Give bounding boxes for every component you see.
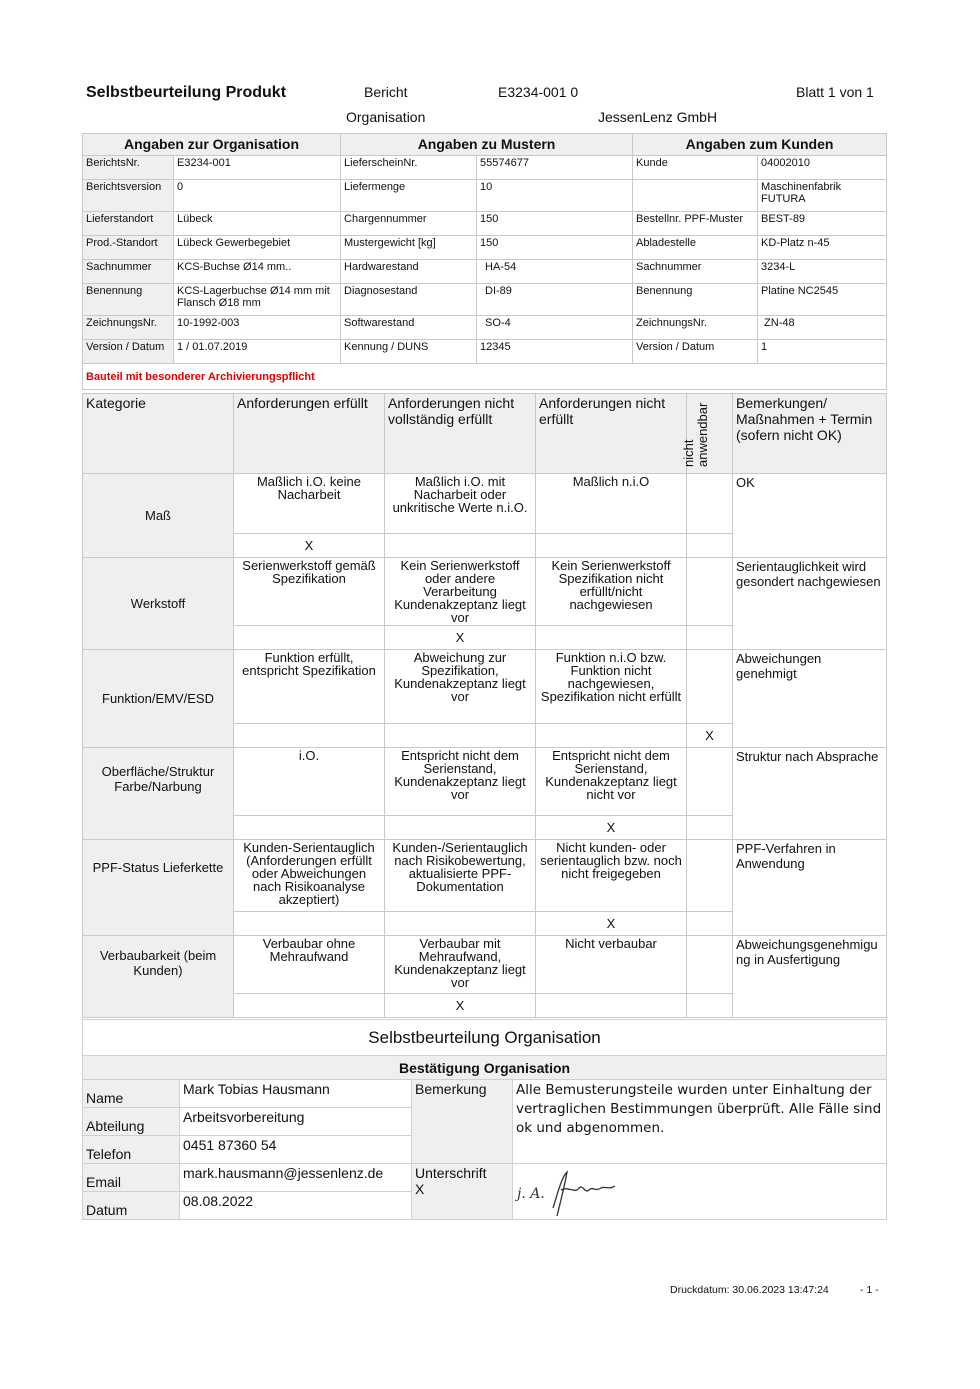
x-mark: X	[536, 912, 687, 936]
info-value: HA-54	[477, 260, 633, 284]
org-section-title: Selbstbeurteilung Organisation	[83, 1020, 887, 1056]
info-value: 1 / 01.07.2019	[174, 340, 341, 364]
info-value: BEST-89	[758, 212, 887, 236]
x-mark: X	[385, 626, 536, 650]
datum-value: 08.08.2022	[180, 1192, 412, 1220]
info-label: BerichtsNr.	[83, 156, 174, 180]
info-value: Lübeck	[174, 212, 341, 236]
telefon-label: Telefon	[83, 1136, 180, 1164]
category-desc: Maßlich i.O. mit Nacharbeit oder unkritische Werte n.i.O.	[385, 474, 536, 534]
organisation-table	[82, 1019, 887, 1220]
info-label: ZeichnungsNr.	[633, 316, 758, 340]
x-mark: X	[536, 816, 687, 840]
info-label: Liefermenge	[341, 180, 477, 212]
category-name: Werkstoff	[83, 558, 234, 650]
info-label: Sachnummer	[83, 260, 174, 284]
header-nicht-vollstaendig: Anforderungen nicht vollständig erfüllt	[385, 394, 536, 474]
info-row	[83, 316, 887, 340]
info-label: Abladestelle	[633, 236, 758, 260]
category-desc: Funktion erfüllt, entspricht Spezifikation	[234, 650, 385, 724]
category-remark: Abweichungsgenehmigung in Ausfertigung	[733, 936, 887, 1018]
header-nicht-anwendbar: nicht anwendbar	[681, 402, 710, 467]
info-value: E3234-001	[174, 156, 341, 180]
page-number: - 1 -	[860, 1284, 879, 1296]
unterschrift-x: X	[415, 1181, 425, 1197]
category-desc: Serienwerkstoff gemäß Spezifikation	[234, 558, 385, 626]
category-desc: Entspricht nicht dem Serienstand, Kundenakzeptanz liegt nicht vor	[536, 748, 687, 816]
info-row	[83, 212, 887, 236]
email-label: Email	[83, 1164, 180, 1192]
archive-note: Bauteil mit besonderer Archivierungspflicht	[83, 364, 887, 390]
header-kategorie: Kategorie	[83, 394, 234, 474]
info-value: 150	[477, 212, 633, 236]
abteilung-value: Arbeitsvorbereitung	[180, 1108, 412, 1136]
x-mark	[234, 724, 385, 748]
x-mark: X	[385, 994, 536, 1018]
category-desc: Funktion n.i.O bzw. Funktion nicht nachgewiesen, Spezifikation nicht erfüllt	[536, 650, 687, 724]
bemerkung-label: Bemerkung	[412, 1080, 513, 1164]
info-value: 0	[174, 180, 341, 212]
info-label: Benennung	[633, 284, 758, 316]
category-remark: Serientauglichkeit wird gesondert nachgewiesen	[733, 558, 887, 650]
info-value: Maschinenfabrik FUTURA	[758, 180, 887, 212]
category-name: Maß	[83, 474, 234, 558]
blatt-info: Blatt 1 von 1	[796, 84, 874, 100]
x-mark	[385, 534, 536, 558]
info-label: Mustergewicht [kg]	[341, 236, 477, 260]
category-desc: Kunden-/Serientauglich nach Risikobewertung, aktualisierte PPF-Dokumentation	[385, 840, 536, 912]
category-name: Verbaubarkeit (beim Kunden)	[83, 936, 234, 1018]
name-value: Mark Tobias Hausmann	[180, 1080, 412, 1108]
info-label: Berichtsversion	[83, 180, 174, 212]
info-value: 150	[477, 236, 633, 260]
category-row	[83, 474, 887, 534]
x-mark	[234, 912, 385, 936]
evaluation-table	[82, 393, 887, 1018]
category-remark: PPF-Verfahren in Anwendung	[733, 840, 887, 936]
category-desc: Kein Serienwerkstoff Spezifikation nicht erfüllt/nicht nachgewiesen	[536, 558, 687, 626]
category-desc: Nicht kunden- oder serientauglich bzw. noch nicht freigegeben	[536, 840, 687, 912]
category-remark: Abweichungen genehmigt	[733, 650, 887, 748]
info-label: ZeichnungsNr.	[83, 316, 174, 340]
header-nicht-erfuellt: Anforderungen nicht erfüllt	[536, 394, 687, 474]
info-value: 55574677	[477, 156, 633, 180]
info-label: Benennung	[83, 284, 174, 316]
info-row	[83, 284, 887, 316]
info-row	[83, 340, 887, 364]
category-desc: Abweichung zur Spezifikation, Kundenakzeptanz liegt vor	[385, 650, 536, 724]
info-label: Softwarestand	[341, 316, 477, 340]
info-value: 12345	[477, 340, 633, 364]
signature-cell	[513, 1164, 887, 1220]
x-mark	[234, 816, 385, 840]
info-label: Version / Datum	[633, 340, 758, 364]
category-row	[83, 558, 887, 626]
info-label: Sachnummer	[633, 260, 758, 284]
x-mark	[234, 994, 385, 1018]
abteilung-label: Abteilung	[83, 1108, 180, 1136]
category-desc: Verbaubar ohne Mehraufwand	[234, 936, 385, 994]
category-remark: Struktur nach Absprache	[733, 748, 887, 840]
unterschrift-cell	[412, 1164, 513, 1220]
info-value: SO-4	[477, 316, 633, 340]
section-muster: Angaben zu Mustern	[341, 134, 633, 156]
info-value: ZN-48	[758, 316, 887, 340]
organisation-label: Organisation	[346, 109, 426, 125]
category-desc: Nicht verbaubar	[536, 936, 687, 994]
category-desc: Kunden-Serientauglich (Anforderungen erfüllt oder Abweichungen nach Risikoanalyse akzeptiert)	[234, 840, 385, 912]
info-label: Lieferstandort	[83, 212, 174, 236]
category-row	[83, 840, 887, 912]
telefon-value: 0451 87360 54	[180, 1136, 412, 1164]
signature-image	[515, 1166, 625, 1218]
category-name: Oberfläche/Struktur Farbe/Narbung	[83, 748, 234, 840]
info-label: Bestellnr. PPF-Muster	[633, 212, 758, 236]
svg-text:j. A.: j. A.	[517, 1186, 545, 1202]
category-desc: Maßlich n.i.O	[536, 474, 687, 534]
info-label: Prod.-Standort	[83, 236, 174, 260]
info-table	[82, 133, 887, 390]
info-value: Lübeck Gewerbegebiet	[174, 236, 341, 260]
x-mark	[687, 912, 733, 936]
info-value: DI-89	[477, 284, 633, 316]
info-value: 3234-L	[758, 260, 887, 284]
info-row	[83, 236, 887, 260]
name-label: Name	[83, 1080, 180, 1108]
datum-label: Datum	[83, 1192, 180, 1220]
x-mark	[385, 724, 536, 748]
x-mark	[234, 626, 385, 650]
info-label: Hardwarestand	[341, 260, 477, 284]
report-title: Selbstbeurteilung Produkt	[86, 84, 287, 101]
info-value: 10-1992-003	[174, 316, 341, 340]
info-value: KCS-Lagerbuchse Ø14 mm mit Flansch Ø18 mm	[174, 284, 341, 316]
category-name: Funktion/EMV/ESD	[83, 650, 234, 748]
header-bemerkungen: Bemerkungen/ Maßnahmen + Termin (sofern nicht OK)	[733, 394, 887, 474]
x-mark	[687, 534, 733, 558]
email-value: mark.hausmann@jessenlenz.de	[180, 1164, 412, 1192]
category-remark: OK	[733, 474, 887, 558]
info-label: LieferscheinNr.	[341, 156, 477, 180]
x-mark	[536, 994, 687, 1018]
unterschrift-label: Unterschrift	[415, 1165, 487, 1181]
section-organisation: Angaben zur Organisation	[83, 134, 341, 156]
info-label: Diagnosestand	[341, 284, 477, 316]
info-value: 04002010	[758, 156, 887, 180]
x-mark	[687, 816, 733, 840]
print-date: Druckdatum: 30.06.2023 13:47:24	[670, 1284, 829, 1296]
x-mark	[536, 724, 687, 748]
info-row	[83, 156, 887, 180]
info-row	[83, 260, 887, 284]
info-value: KD-Platz n-45	[758, 236, 887, 260]
info-value: KCS-Buchse Ø14 mm..	[174, 260, 341, 284]
category-desc: i.O.	[234, 748, 385, 816]
x-mark: X	[234, 534, 385, 558]
info-label: Kunde	[633, 156, 758, 180]
x-mark: X	[687, 724, 733, 748]
info-label	[633, 180, 758, 212]
x-mark	[536, 626, 687, 650]
info-value: Platine NC2545	[758, 284, 887, 316]
bericht-value: E3234-001 0	[498, 84, 579, 100]
category-desc: Entspricht nicht dem Serienstand, Kundenakzeptanz liegt vor	[385, 748, 536, 816]
category-desc: Maßlich i.O. keine Nacharbeit	[234, 474, 385, 534]
info-row	[83, 180, 887, 212]
category-row	[83, 650, 887, 724]
x-mark	[536, 534, 687, 558]
org-section-subtitle: Bestätigung Organisation	[83, 1056, 887, 1080]
category-desc: Kein Serienwerkstoff oder andere Verarbeitung Kundenakzeptanz liegt vor	[385, 558, 536, 626]
info-label: Chargennummer	[341, 212, 477, 236]
signature-text	[513, 1164, 514, 1165]
info-value: 1	[758, 340, 887, 364]
bericht-label: Bericht	[364, 84, 408, 100]
x-mark	[687, 626, 733, 650]
category-name: PPF-Status Lieferkette	[83, 840, 234, 936]
info-label: Version / Datum	[83, 340, 174, 364]
section-kunde: Angaben zum Kunden	[633, 134, 887, 156]
category-row	[83, 748, 887, 816]
info-value: 10	[477, 180, 633, 212]
category-desc: Verbaubar mit Mehraufwand, Kundenakzeptanz liegt vor	[385, 936, 536, 994]
x-mark	[385, 816, 536, 840]
header-erfuellt: Anforderungen erfüllt	[234, 394, 385, 474]
bemerkung-value: Alle Bemusterungsteile wurden unter Einhaltung der vertraglichen Bestimmungen überprüft. Alle Fälle sind ok und abgenommen.	[513, 1080, 887, 1164]
info-label: Kennung / DUNS	[341, 340, 477, 364]
x-mark	[385, 912, 536, 936]
organisation-value: JessenLenz GmbH	[598, 109, 718, 125]
category-row	[83, 936, 887, 994]
x-mark	[687, 994, 733, 1018]
